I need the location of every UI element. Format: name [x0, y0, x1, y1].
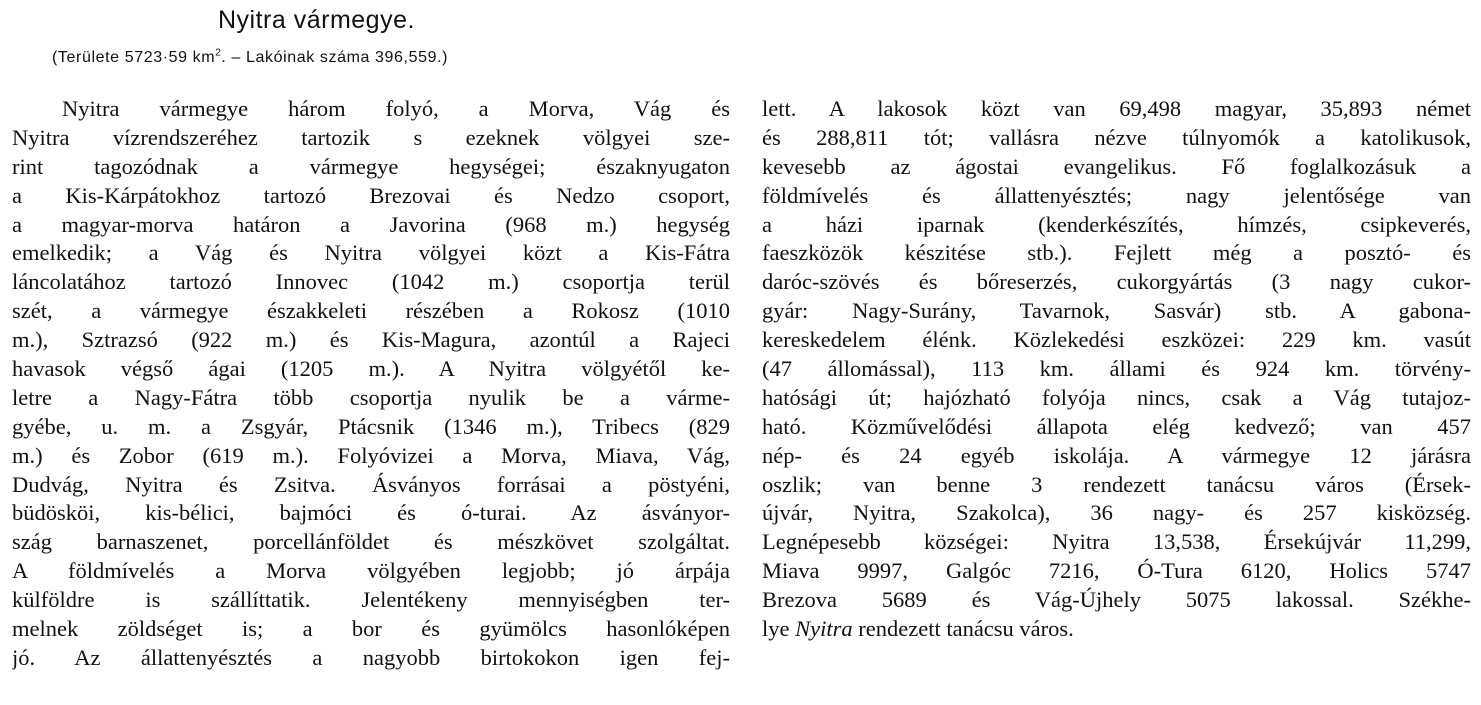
page-title: Nyitra vármegye. — [218, 6, 415, 34]
text-line: a magyar-morva határon a Javorina (968 m.) hegység — [12, 211, 730, 237]
text-line: külföldre is szállíttatik. Jelentékeny mennyiségben ter- — [12, 587, 730, 613]
final-text-end: rendezett tanácsu város. — [852, 616, 1074, 642]
text-line: emelkedik; a Vág és Nyitra völgyei közt a Kis-Fátra — [12, 240, 730, 266]
left-column — [12, 95, 730, 673]
text-line: havasok végső ágai (1205 m.). A Nyitra völgyétől ke- — [12, 356, 730, 382]
text-line: rint tagozódnak a vármegye hegységei; északnyugaton — [12, 153, 730, 179]
text-line: m.), Sztrazsó (922 m.) és Kis-Magura, azontúl a Rajeci — [12, 327, 730, 353]
right-column — [762, 95, 1471, 644]
text-line: Nyitra vízrendszeréhez tartozik s ezeknek völgyei sze- — [12, 124, 730, 150]
text-line: szág barnaszenet, porcellánföldet és mészkövet szolgáltat. — [12, 529, 730, 555]
text-line: melnek zöldséget is; a bor és gyümölcs hasonlóképen — [12, 616, 730, 642]
text-line: (47 állomással), 113 km. állami és 924 km. törvény- — [762, 356, 1471, 382]
text-line: daróc-szövés és bőreserzés, cukorgyártás (3 nagy cukor- — [762, 269, 1471, 295]
text-line: gyébe, u. m. a Zsgyár, Ptácsnik (1346 m.), Tribecs (829 — [12, 413, 730, 439]
text-line: láncolatához tartozó Innovec (1042 m.) csoportja terül — [12, 269, 730, 295]
text-line: földmívelés és állattenyésztés; nagy jelentősége van — [762, 182, 1471, 208]
text-line: a Kis-Kárpátokhoz tartozó Brezovai és Nedzo csoport, — [12, 182, 730, 208]
page-subtitle — [52, 49, 448, 67]
text-line: hatósági út; hajózható folyója nincs, csak a Vág tutajoz- — [762, 384, 1471, 410]
text-line: A földmívelés a Morva völgyében legjobb; jó árpája — [12, 558, 730, 584]
text-line: m.) és Zobor (619 m.). Folyóvizei a Morva, Miava, Vág, — [12, 442, 730, 468]
text-line: oszlik; van benne 3 rendezett tanácsu város (Érsek- — [762, 471, 1471, 497]
subtitle-area: (Területe 5723·59 km — [52, 49, 216, 66]
text-line: a házi iparnak (kenderkészítés, hímzés, csipkeverés, — [762, 211, 1471, 237]
subtitle-superscript: 2 — [215, 47, 222, 59]
text-line: gyár: Nagy-Surány, Tavarnok, Sasvár) stb. A gabona- — [762, 298, 1471, 324]
text-line-final — [762, 615, 1471, 644]
text-line: és 288,811 tót; vallásra nézve túlnyomók a katolikusok, — [762, 124, 1471, 150]
text-line: Legnépesebb községei: Nyitra 13,538, Érsekújvár 11,299, — [762, 529, 1471, 555]
text-line: jó. Az állattenyésztés a nagyobb birtokokon igen fej- — [12, 644, 730, 670]
text-line: lett. A lakosok közt van 69,498 magyar, 35,893 német — [762, 96, 1471, 121]
seat-name-italic: Nyitra — [795, 616, 853, 642]
text-line: Miava 9997, Galgóc 7216, Ó-Tura 6120, Holics 5747 — [762, 558, 1471, 584]
text-line: Brezova 5689 és Vág-Újhely 5075 lakossal. Székhe- — [762, 587, 1471, 613]
text-line: kevesebb az ágostai evangelikus. Fő foglalkozásuk a — [762, 153, 1471, 179]
text-line: ható. Közművelődési állapota elég kedvező; van 457 — [762, 413, 1471, 439]
text-line: letre a Nagy-Fátra több csoportja nyulik be a várme- — [12, 384, 730, 410]
text-line: Nyitra vármegye három folyó, a Morva, Vág és — [62, 96, 730, 121]
final-text-start: lye — [762, 616, 796, 642]
text-line: Dudvág, Nyitra és Zsitva. Ásványos forrásai a pöstyéni, — [12, 471, 730, 497]
text-line: újvár, Nyitra, Szakolca), 36 nagy- és 257 kisközség. — [762, 500, 1471, 526]
text-line: nép- és 24 egyéb iskolája. A vármegye 12 járásra — [762, 442, 1471, 468]
text-line: büdösköi, kis-bélici, bajmóci és ó-turai. Az ásványor- — [12, 500, 730, 526]
text-line: kereskedelem élénk. Közlekedési eszközei: 229 km. vasút — [762, 327, 1471, 353]
text-line: faeszközök készitése stb.). Fejlett még a posztó- és — [762, 240, 1471, 266]
text-line: szét, a vármegye északkeleti részében a Rokosz (1010 — [12, 298, 730, 324]
subtitle-population: . – Lakóinak száma 396,559.) — [221, 49, 449, 66]
